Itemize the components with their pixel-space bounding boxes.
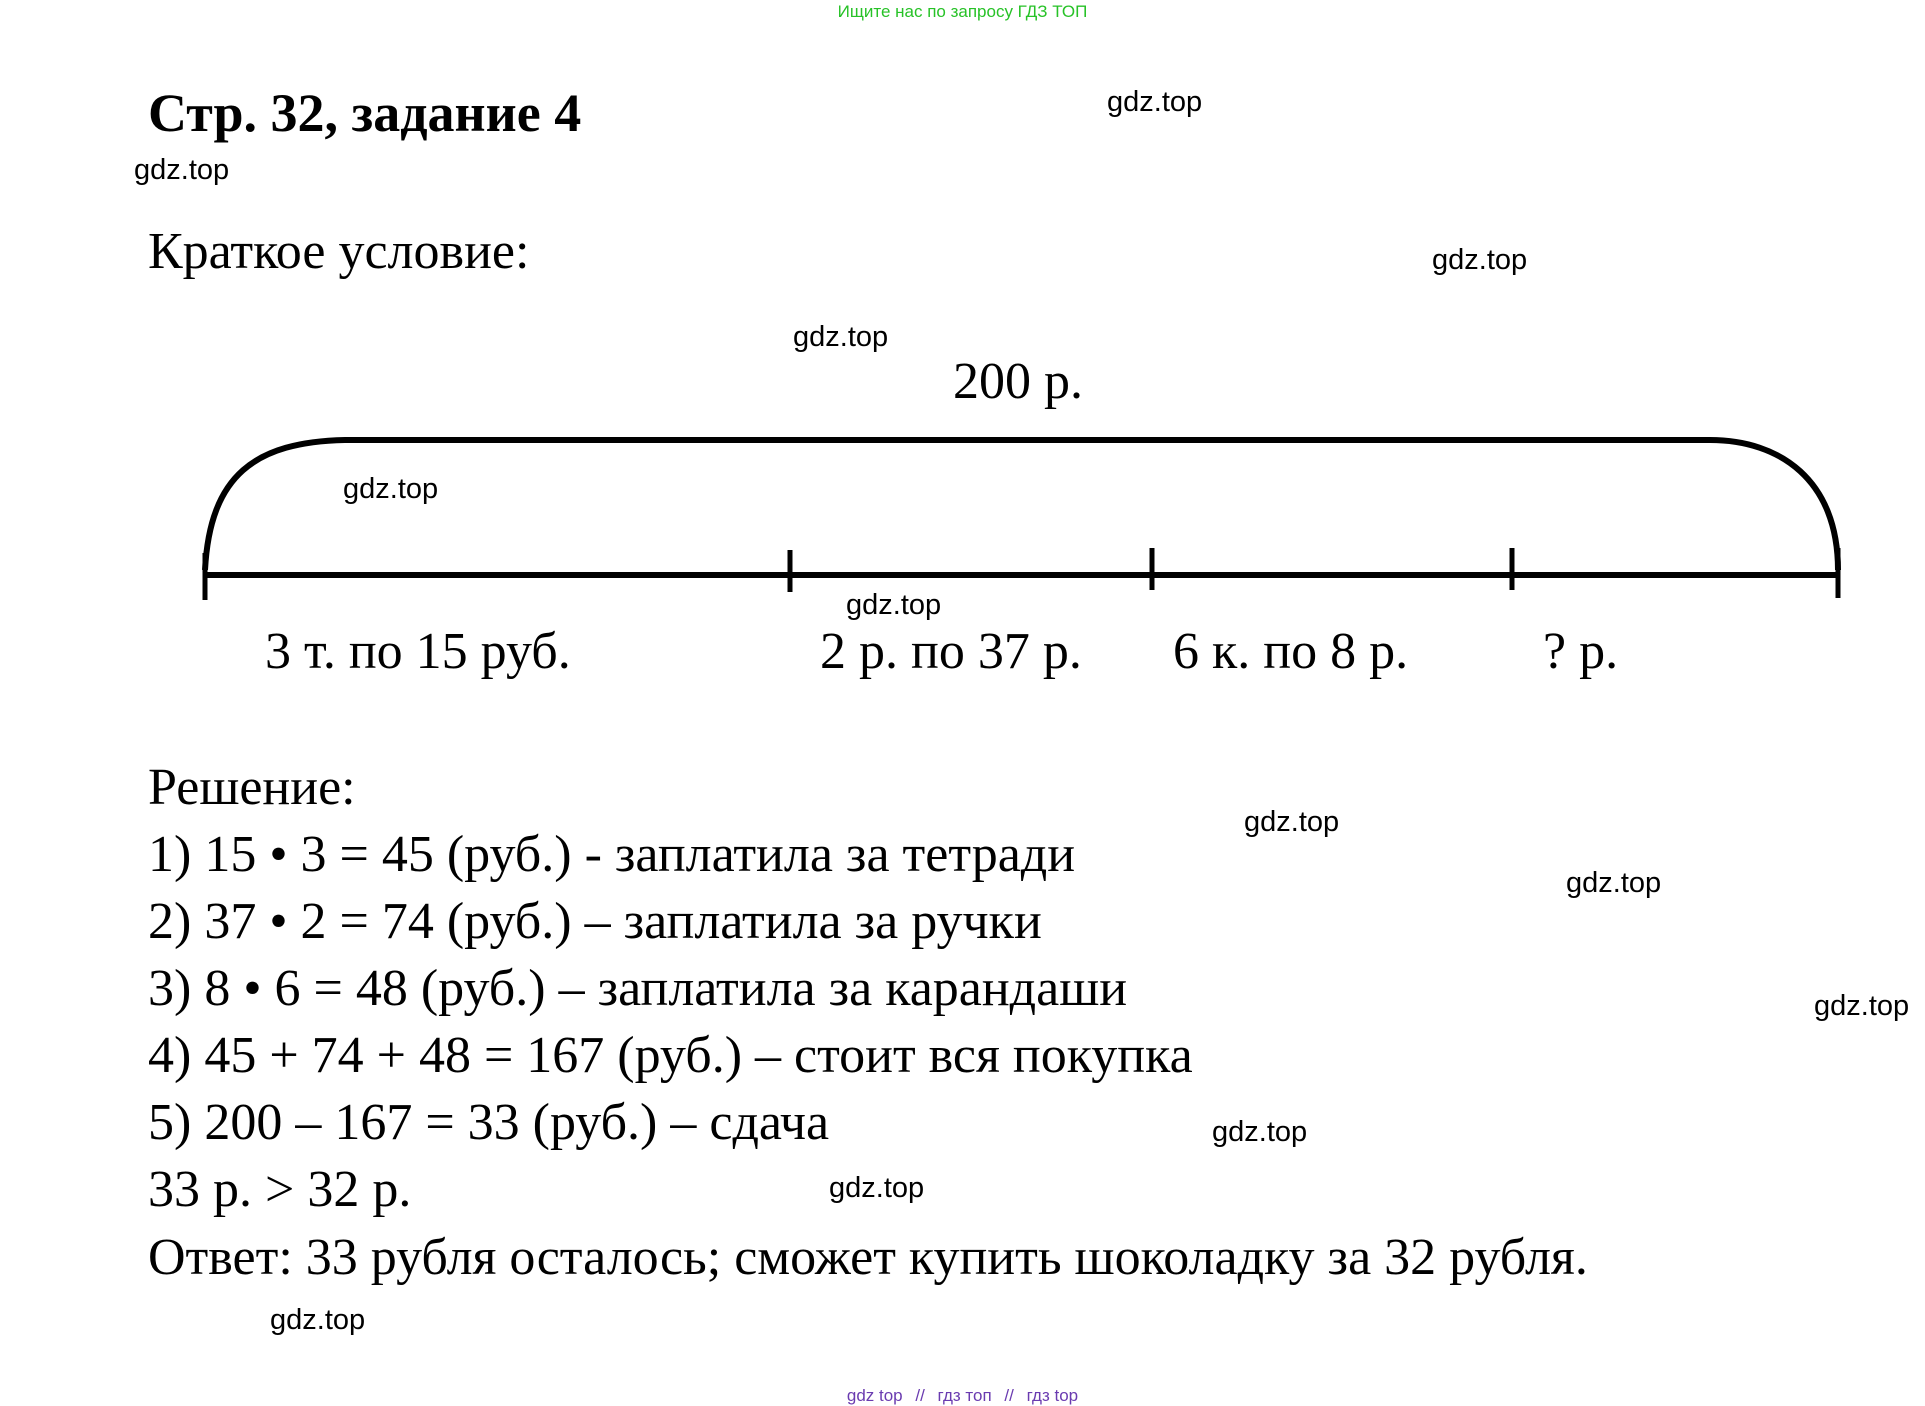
footer bbox=[0, 1386, 1925, 1406]
watermark: gdz.top bbox=[1566, 867, 1662, 899]
top-banner: Ищите нас по запросу ГДЗ ТОП bbox=[837, 2, 1088, 21]
watermark: gdz.top bbox=[829, 1172, 925, 1204]
watermark: gdz.top bbox=[270, 1304, 366, 1336]
comparison-line: 33 р. > 32 р. bbox=[148, 1161, 412, 1218]
segment-label-pencils: 6 к. по 8 р. bbox=[1173, 623, 1409, 680]
footer-separator: // bbox=[915, 1386, 925, 1405]
solution-step: 5) 200 – 167 = 33 (руб.) – сдача bbox=[148, 1094, 830, 1151]
watermark: gdz.top bbox=[1212, 1116, 1308, 1148]
solution-step: 2) 37 • 2 = 74 (руб.) – заплатила за ручки bbox=[148, 893, 1042, 950]
segment-diagram bbox=[0, 0, 1925, 700]
segment-label-notebooks: 3 т. по 15 руб. bbox=[265, 623, 571, 680]
footer-link-gdz-top[interactable]: gdz top bbox=[846, 1386, 903, 1405]
watermark: gdz.top bbox=[1244, 806, 1340, 838]
footer-link-gdz-top-ru[interactable]: гдз топ bbox=[937, 1386, 992, 1405]
segment-label-pens: 2 р. по 37 р. bbox=[820, 623, 1082, 680]
solution-step: 1) 15 • 3 = 45 (руб.) - заплатила за тетради bbox=[148, 826, 1076, 883]
solution-step: 3) 8 • 6 = 48 (руб.) – заплатила за карандаши bbox=[148, 960, 1128, 1017]
footer-link-gdz-top-mixed[interactable]: гдз top bbox=[1026, 1386, 1079, 1405]
condition-heading: Краткое условие: bbox=[148, 223, 530, 280]
footer-separator: // bbox=[1004, 1386, 1014, 1405]
watermark: gdz.top bbox=[793, 321, 889, 353]
answer-line: Ответ: 33 рубля осталось; сможет купить шоколадку за 32 рубля. bbox=[148, 1229, 1588, 1286]
watermark: gdz.top bbox=[1107, 86, 1203, 118]
watermark: gdz.top bbox=[1814, 990, 1910, 1022]
watermark: gdz.top bbox=[846, 589, 942, 621]
solution-heading: Решение: bbox=[148, 759, 356, 816]
segment-label-unknown: ? р. bbox=[1543, 623, 1619, 680]
page-title: Стр. 32, задание 4 bbox=[148, 83, 582, 143]
watermark: gdz.top bbox=[343, 473, 439, 505]
total-label: 200 р. bbox=[953, 353, 1083, 410]
watermark: gdz.top bbox=[1432, 244, 1528, 276]
watermark: gdz.top bbox=[134, 154, 230, 186]
solution-step: 4) 45 + 74 + 48 = 167 (руб.) – стоит вся покупка bbox=[148, 1027, 1193, 1084]
total-brace bbox=[205, 440, 1838, 570]
